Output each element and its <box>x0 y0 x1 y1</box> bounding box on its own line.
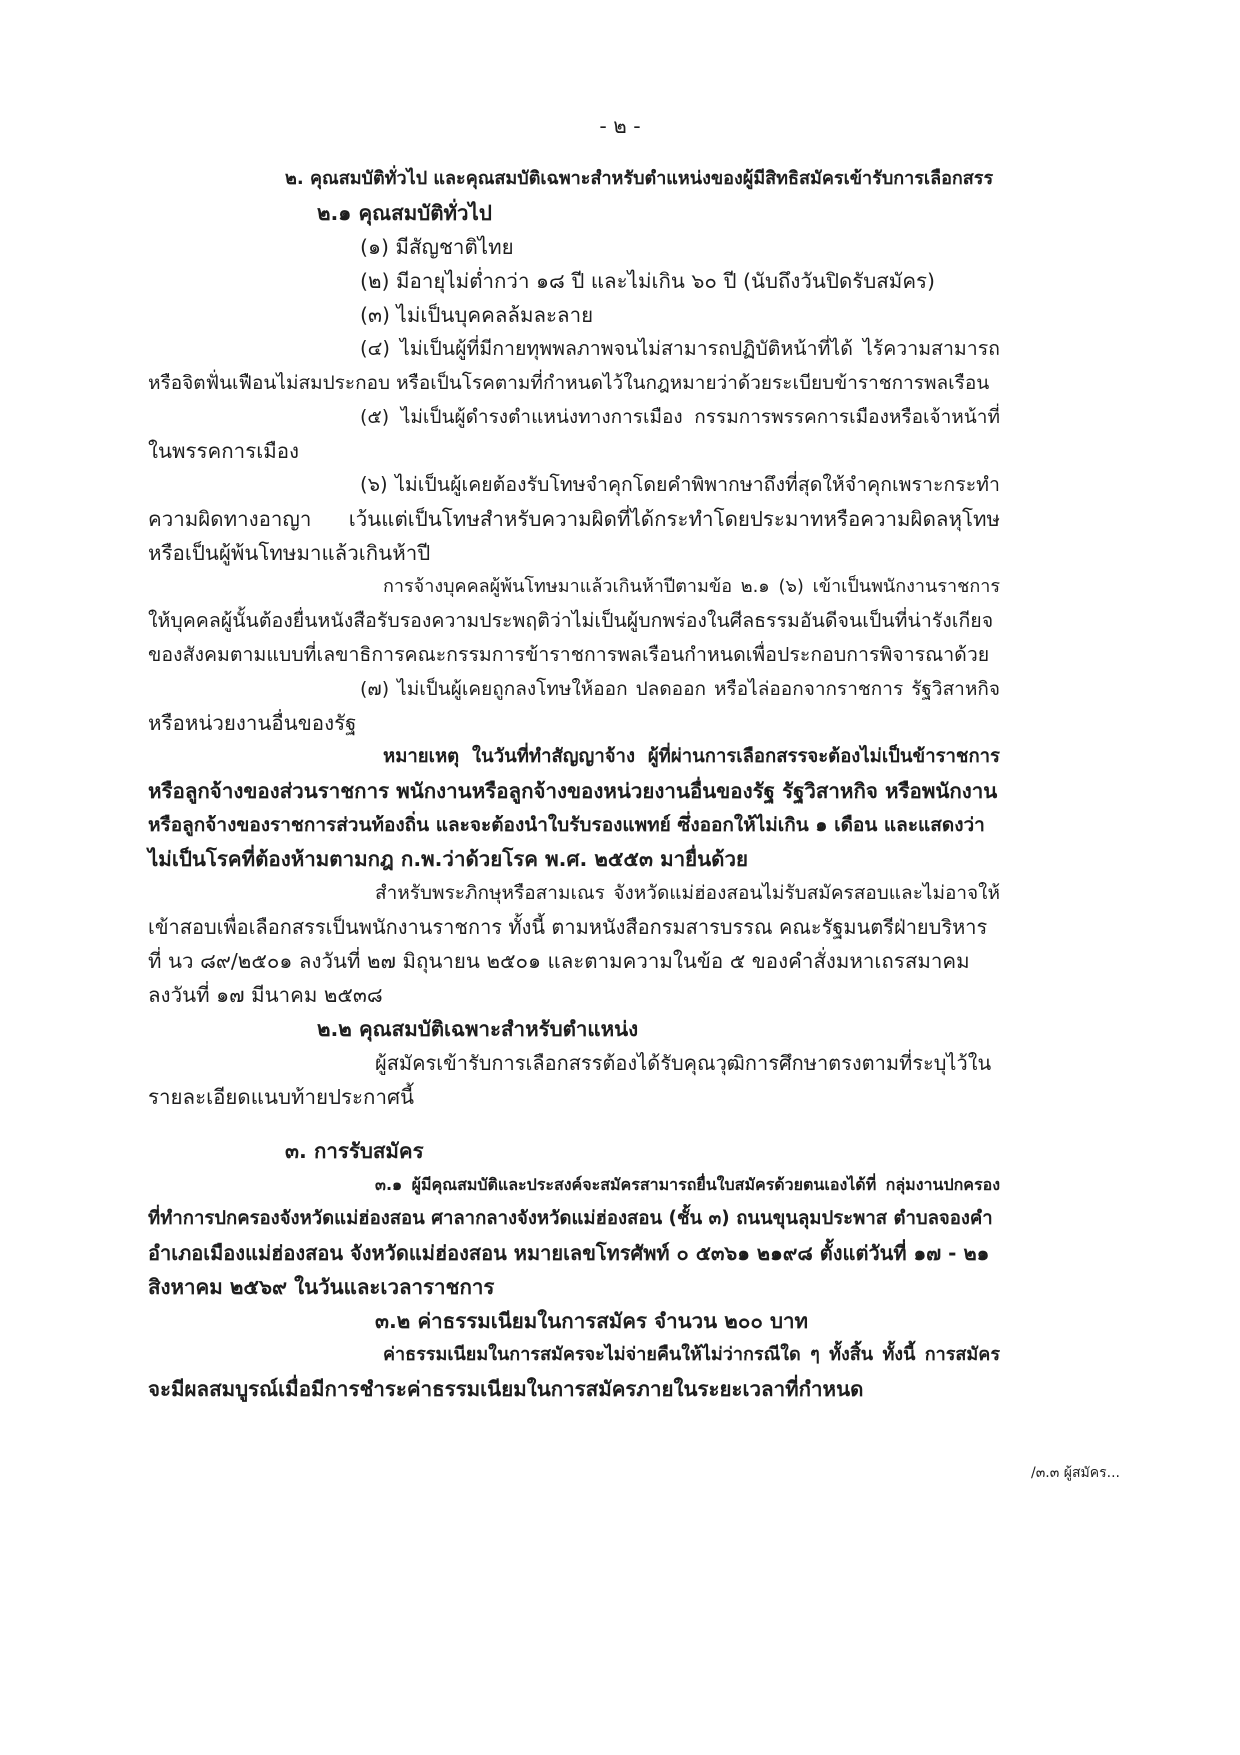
monk-line-2: เข้าสอบเพื่อเลือกสรรเป็นพนักงานราชการ ทั้งนี้ ตามหนังสือกรมสารบรรณ คณะรัฐมนตรีฝ่ายบริหาร <box>148 915 988 939</box>
item-4-line-2: หรือจิตฟั่นเฟือนไม่สมประกอบ หรือเป็นโรคตามที่กำหนดไว้ในกฎหมายว่าด้วยระเบียบข้าราชการพลเรือน <box>148 372 990 394</box>
continuation-marker: /๓.๓ ผู้สมัคร... <box>1031 1465 1120 1481</box>
note-line-2: หรือลูกจ้างของส่วนราชการ พนักงานหรือลูกจ้างของหน่วยงานอื่นของรัฐ รัฐวิสาหกิจ หรือพนักงาน <box>148 779 998 803</box>
subsection-2-2-heading: ๒.๒ คุณสมบัติเฉพาะสำหรับตำแหน่ง <box>317 1017 639 1041</box>
item-7-line-2: หรือหน่วยงานอื่นของรัฐ <box>148 711 357 735</box>
subsection-2-1-heading: ๒.๑ คุณสมบัติทั่วไป <box>317 201 492 225</box>
item-5-line-1: (๕) ไม่เป็นผู้ดำรงตำแหน่งทางการเมือง กรรมการพรรคการเมืองหรือเจ้าหน้าที่ <box>360 406 1000 428</box>
section-2-heading: ๒. คุณสมบัติทั่วไป และคุณสมบัติเฉพาะสำหรับตำแหน่งของผู้มีสิทธิสมัครเข้ารับการเลือกสรร <box>285 168 994 189</box>
item-6-line-3: หรือเป็นผู้พ้นโทษมาแล้วเกินห้าปี <box>148 541 431 565</box>
specific-line-1: ผู้สมัครเข้ารับการเลือกสรรต้องได้รับคุณวุฒิการศึกษาตรงตามที่ระบุไว้ใน <box>375 1051 992 1075</box>
section-3-1-line-4: สิงหาคม ๒๕๖๙ ในวันและเวลาราชการ <box>148 1275 495 1299</box>
item-6-line-2: ความผิดทางอาญา เว้นแต่เป็นโทษสำหรับความผิดที่ได้กระทำโดยประมาทหรือความผิดลหุโทษ <box>148 507 1000 531</box>
note-line-3: หรือลูกจ้างของราชการส่วนท้องถิ่น และจะต้องนำใบรับรองแพทย์ ซึ่งออกให้ไม่เกิน ๑ เดือน และแสดงว่า <box>148 814 985 836</box>
item-7-line-1: (๗) ไม่เป็นผู้เคยถูกลงโทษให้ออก ปลดออก หรือไล่ออกจากราชการ รัฐวิสาหกิจ <box>360 678 1000 700</box>
page-number: - ๒ - <box>599 114 641 138</box>
item-1: (๑) มีสัญชาติไทย <box>360 235 514 259</box>
monk-line-3: ที่ นว ๘๙/๒๕๐๑ ลงวันที่ ๒๗ มิถุนายน ๒๕๐๑ และตามความในข้อ ๕ ของคำสั่งมหาเถรสมาคม <box>148 949 970 973</box>
fee-line-2: จะมีผลสมบูรณ์เมื่อมีการชำระค่าธรรมเนียมในการสมัครภายในระยะเวลาที่กำหนด <box>148 1377 864 1401</box>
section-3-1-line-1: ๓.๑ ผู้มีคุณสมบัติและประสงค์จะสมัครสามารถยื่นใบสมัครด้วยตนเองได้ที่ กลุ่มงานปกครอง <box>375 1175 1000 1194</box>
item-5-line-2: ในพรรคการเมือง <box>148 439 300 463</box>
specific-line-2: รายละเอียดแนบท้ายประกาศนี้ <box>148 1085 415 1109</box>
section-3-1-line-2: ที่ทำการปกครองจังหวัดแม่ฮ่องสอน ศาลากลางจังหวัดแม่ฮ่องสอน (ชั้น ๓) ถนนขุนลุมประพาส ตำบลจองคำ <box>148 1208 993 1229</box>
fee-line-1: ค่าธรรมเนียมในการสมัครจะไม่จ่ายคืนให้ไม่ว่ากรณีใด ๆ ทั้งสิ้น ทั้งนี้ การสมัคร <box>383 1344 1000 1365</box>
item-2: (๒) มีอายุไม่ต่ำกว่า ๑๘ ปี และไม่เกิน ๖๐ ปี (นับถึงวันปิดรับสมัคร) <box>360 269 936 293</box>
note-line-1: หมายเหตุ ในวันที่ทำสัญญาจ้าง ผู้ที่ผ่านการเลือกสรรจะต้องไม่เป็นข้าราชการ <box>383 746 1000 767</box>
monk-line-4: ลงวันที่ ๑๗ มีนาคม ๒๕๓๘ <box>148 983 383 1007</box>
item-6-line-1: (๖) ไม่เป็นผู้เคยต้องรับโทษจำคุกโดยคำพิพากษาถึงที่สุดให้จำคุกเพราะกระทำ <box>360 473 1000 496</box>
section-3-1-line-3: อำเภอเมืองแม่ฮ่องสอน จังหวัดแม่ฮ่องสอน หมายเลขโทรศัพท์ ๐ ๕๓๖๑ ๒๑๙๘ ตั้งแต่วันที่ ๑๗ - ๒๑ <box>148 1241 990 1265</box>
monk-line-1: สำหรับพระภิกษุหรือสามเณร จังหวัดแม่ฮ่องสอนไม่รับสมัครสอบและไม่อาจให้ <box>375 882 1000 904</box>
employment-line-1: การจ้างบุคคลผู้พ้นโทษมาแล้วเกินห้าปีตามข้อ ๒.๑ (๖) เข้าเป็นพนักงานราชการ <box>383 576 1000 597</box>
item-4-line-1: (๔) ไม่เป็นผู้ที่มีกายทุพพลภาพจนไม่สามารถปฏิบัติหน้าที่ได้ ไร้ความสามารถ <box>360 337 1000 360</box>
section-3-2: ๓.๒ ค่าธรรมเนียมในการสมัคร จำนวน ๒๐๐ บาท <box>375 1309 809 1333</box>
note-line-4: ไม่เป็นโรคที่ต้องห้ามตามกฎ ก.พ.ว่าด้วยโรค พ.ศ. ๒๕๕๓ มายื่นด้วย <box>148 847 748 871</box>
section-3-heading: ๓. การรับสมัคร <box>285 1139 424 1163</box>
item-3: (๓) ไม่เป็นบุคคลล้มละลาย <box>360 303 594 327</box>
employment-line-2: ให้บุคคลผู้นั้นต้องยื่นหนังสือรับรองความประพฤติว่าไม่เป็นผู้บกพร่องในศีลธรรมอันดีจนเป็นที่น่ารังเกียจ <box>148 609 994 632</box>
employment-line-3: ของสังคมตามแบบที่เลขาธิการคณะกรรมการข้าราชการพลเรือนกำหนดเพื่อประกอบการพิจารณาด้วย <box>148 643 990 666</box>
